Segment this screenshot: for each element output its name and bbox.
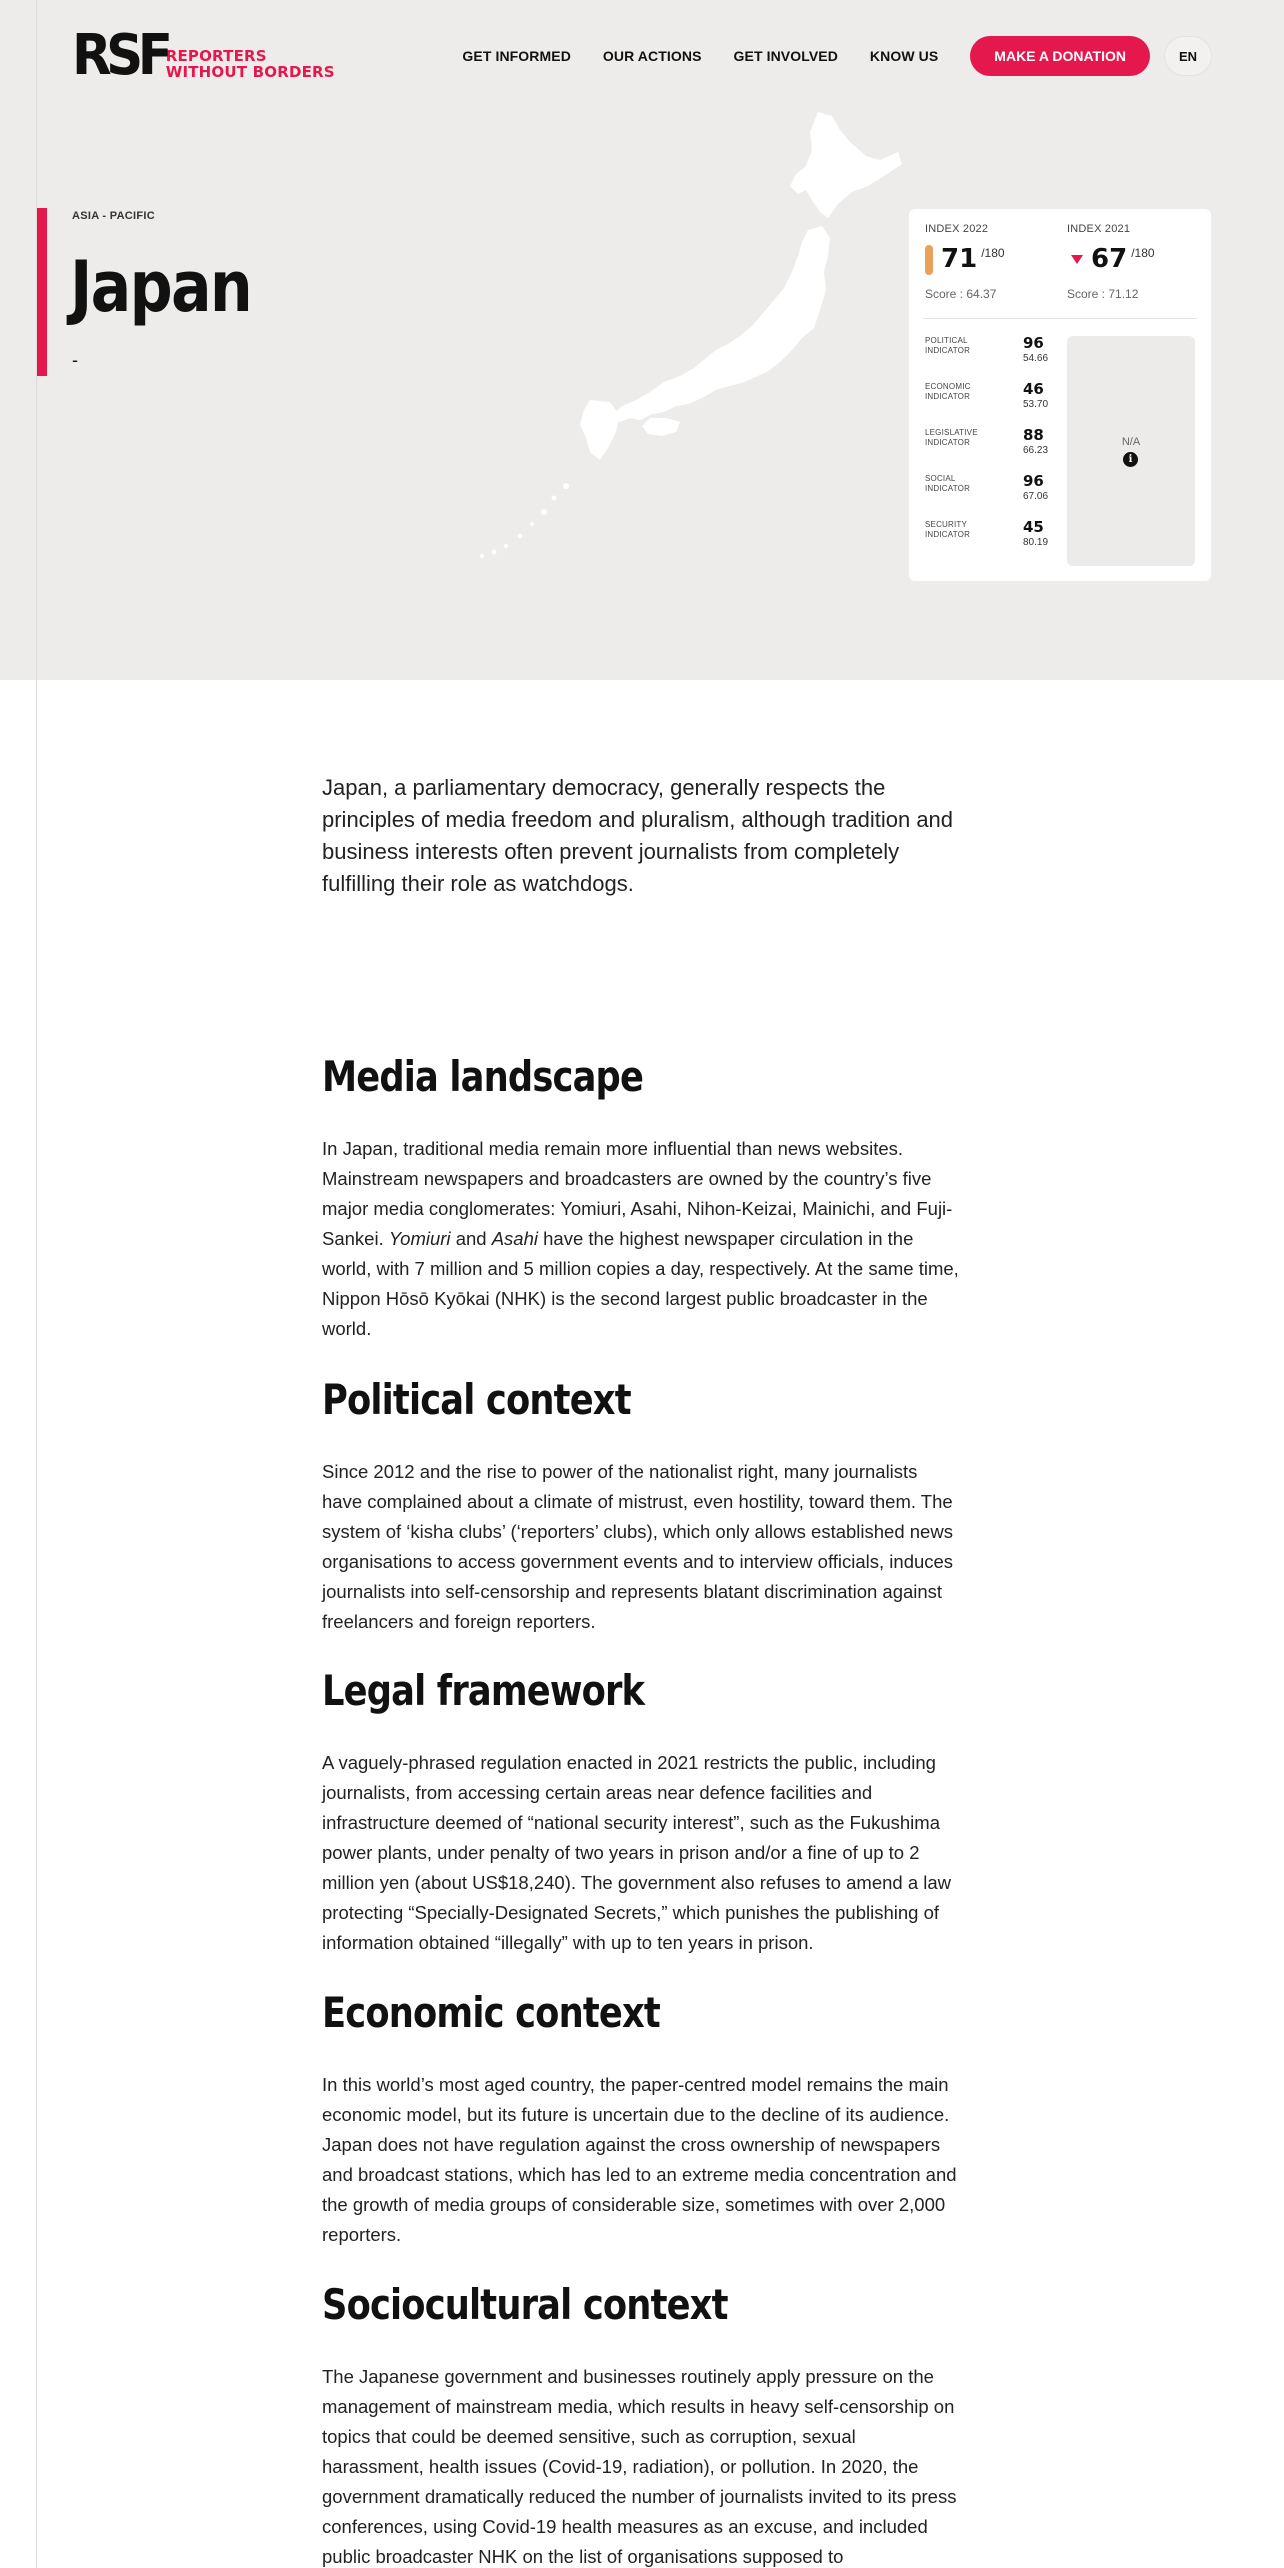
indicator-score: 66.23: [1023, 445, 1049, 456]
rsf-logo[interactable]: [72, 23, 335, 88]
indicator-legislative: [925, 426, 1049, 462]
logo-mark: RSF: [72, 23, 168, 88]
index-current-of: /180: [981, 246, 1005, 260]
indicator-rank: 45: [1023, 518, 1044, 536]
section-body: In Japan, traditional media remain more influential than news websites. Mainstream newspapers and broadcasters are owned by the country’s five major media conglomerates: Yomiuri, Asahi, Nihon-Keizai, Mainichi, and Fuji-Sankei. Yomiuri and Asahi have the highest newspaper circulation in the world, with 7 million and 5 million copies a day, respectively. At the same time, Nippon Hōsō Kyōkai (NHK) is the second largest public broadcaster in the world.: [322, 1138, 959, 1339]
donate-button[interactable]: MAKE A DONATION: [970, 36, 1150, 76]
page-subtitle: -: [72, 350, 78, 370]
index-card: [909, 209, 1211, 581]
section-political-context: [322, 1375, 962, 1637]
index-current: [925, 223, 1055, 301]
section-title: Sociocultural context: [322, 2280, 728, 2329]
hero-section: [0, 0, 1284, 680]
main-nav: [430, 36, 1212, 76]
indicator-rank: 96: [1023, 334, 1044, 352]
language-button[interactable]: EN: [1164, 36, 1212, 76]
section-legal-framework: [322, 1666, 962, 1958]
section-title: Economic context: [322, 1988, 660, 2037]
index-previous-label: INDEX 2021: [1067, 223, 1131, 235]
nav-get-involved[interactable]: GET INVOLVED: [733, 48, 838, 64]
left-rule: [36, 0, 37, 2568]
indicator-name: SECURITY INDICATOR: [925, 520, 971, 539]
indicator-social: [925, 472, 1049, 508]
indicator-name: ECONOMIC INDICATOR: [925, 382, 971, 401]
nav-know-us[interactable]: KNOW US: [869, 48, 939, 64]
indicator-score: 80.19: [1023, 537, 1049, 548]
section-media-landscape: [322, 1052, 962, 1344]
indicator-name: SOCIAL INDICATOR: [925, 474, 971, 493]
index-previous-rank: 67: [1091, 244, 1128, 274]
indicator-security: [925, 518, 1049, 554]
index-current-rank: 71: [941, 244, 978, 274]
indicator-rank: 88: [1023, 426, 1044, 444]
section-title: Legal framework: [322, 1666, 645, 1715]
indicator-score: 53.70: [1023, 399, 1049, 410]
section-economic-context: [322, 1988, 962, 2250]
na-label: N/A: [1121, 436, 1141, 448]
section-body: In this world’s most aged country, the paper-centred model remains the main economic model, but its future is uncertain due to the decline of its audience. Japan does not have regulation against the cross ownership of newspapers and broadcast stations, which has led to an extreme media concentration and the growth of media groups of considerable size, sometimes with over 2,000 reporters.: [322, 2074, 957, 2245]
index-previous-of: /180: [1131, 246, 1155, 260]
nav-our-actions[interactable]: OUR ACTIONS: [602, 48, 702, 64]
logo-line-1: REPORTERS: [165, 47, 267, 65]
page-title: Japan: [70, 246, 252, 328]
section-body: Since 2012 and the rise to power of the nationalist right, many journalists have complained about a climate of mistrust, even hostility, toward them. The system of ‘kisha clubs’ (‘reporters’ clubs), which only allows established news organisations to access government events and to interview officials, induces journalists into self-censorship and represents blatant discrimination against freelancers and foreign reporters.: [322, 1461, 954, 1632]
rank-color-indicator: [925, 245, 933, 275]
section-title: Media landscape: [322, 1052, 644, 1101]
section-body: A vaguely-phrased regulation enacted in 2021 restricts the public, including journalists, from accessing certain areas near defence facilities and infrastructure deemed of “national security interest”, such as the Fukushima power plants, under penalty of two years in prison and/or a fine of up to 2 million yen (about US$18,240). The government also refuses to amend a law protecting “Specially-Designated Secrets,” which punishes the publishing of information obtained “illegally” with up to ten years in prison.: [322, 1752, 952, 1953]
chart-placeholder: [1067, 336, 1195, 566]
indicator-score: 54.66: [1023, 353, 1049, 364]
card-divider: [923, 318, 1197, 319]
indicator-rank: 96: [1023, 472, 1044, 490]
indicator-rank: 46: [1023, 380, 1044, 398]
index-previous-score: Score : 71.12: [1067, 287, 1139, 301]
article: [322, 772, 962, 2567]
indicator-name: POLITICAL INDICATOR: [925, 336, 971, 355]
indicator-score: 67.06: [1023, 491, 1049, 502]
indicator-economic: [925, 380, 1049, 416]
index-current-score: Score : 64.37: [925, 287, 997, 301]
hero-accent-bar: [36, 208, 47, 376]
article-lead: Japan, a parliamentary democracy, generally respects the principles of media freedom and pluralism, although tradition and business interests often prevent journalists from completely fulfilling their role as watchdogs.: [322, 775, 954, 896]
section-title: Political context: [322, 1375, 631, 1424]
logo-line-2: WITHOUT BORDERS: [165, 63, 335, 81]
nav-get-informed[interactable]: GET INFORMED: [462, 48, 571, 64]
indicator-political: [925, 334, 1049, 370]
indicator-name: LEGISLATIVE INDICATOR: [925, 428, 978, 447]
logo-text: [166, 48, 335, 80]
japan-map-icon: [440, 100, 920, 600]
info-icon[interactable]: i: [1123, 452, 1138, 467]
section-body: The Japanese government and businesses routinely apply pressure on the management of mainstream media, which results in heavy self-censorship on topics that could be deemed sensitive, such as corruption, sexual harassment, health issues (Covid-19, radiation), or pollution. In 2020, the government dramatically reduced the number of journalists invited to its press conferences, using Covid-19 health measures as an excuse, and included public broadcaster NHK on the list of organisations supposed to: [322, 2366, 957, 2567]
section-sociocultural-context: [322, 2280, 962, 2568]
index-previous: [1067, 223, 1197, 301]
trend-down-icon: [1071, 255, 1083, 264]
index-current-label: INDEX 2022: [925, 223, 989, 235]
region-label[interactable]: ASIA - PACIFIC: [72, 210, 156, 222]
